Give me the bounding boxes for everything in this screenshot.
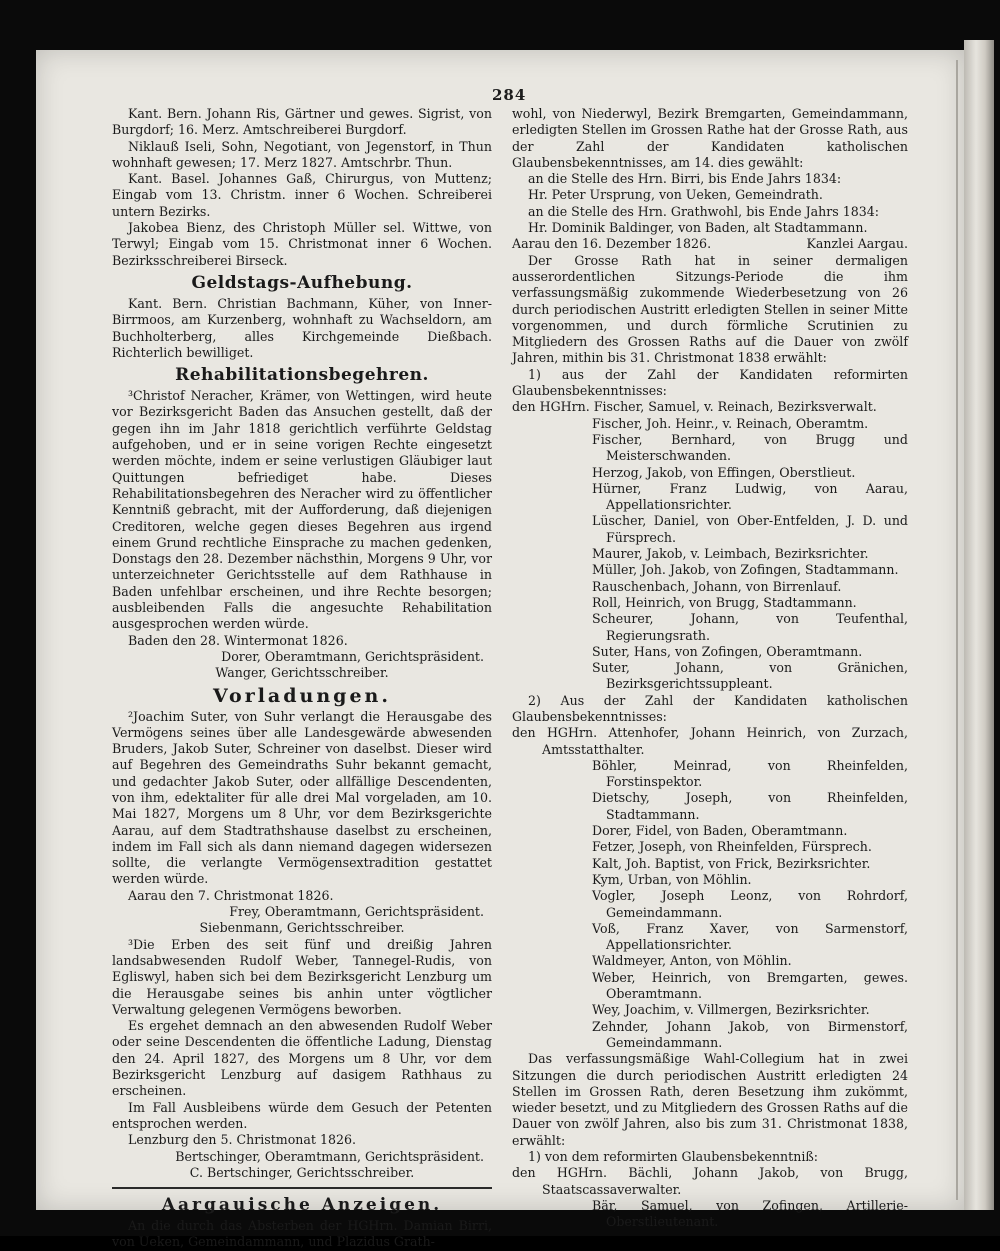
dateline-aarau: Aarau den 16. Dezember 1826.	[512, 236, 712, 252]
list-item: Roll, Heinrich, von Brugg, Stadtammann.	[592, 594, 857, 610]
heading-aargauische-anzeigen: Aargauische Anzeigen.	[161, 1195, 443, 1216]
list-item: den HGHrn. Attenhofer, Johann Heinrich, von Zurzach, Amtsstatthalter.	[512, 725, 908, 757]
notice-grosser-rath: Der Grosse Rath hat in seiner dermaligen ausserordentlichen Sitzungs-Periode die ihm verfassungsmäßig zukommende Wiederbesetzung von 26 durch periodischen Austritt erledigten Stellen in seiner Mitte vorgenommen, und durch förmliche Scrutinien zu Mitgliedern des Grossen Raths auf die Dauer von zwölf Jahren, mithin bis 31. Christmonat 1838 erwählt:	[512, 252, 908, 366]
list-item: Kalt, Joh. Baptist, von Frick, Bezirksrichter.	[592, 855, 871, 871]
wahl-ursprung: Hr. Peter Ursprung, von Ueken, Gemeindrath.	[528, 187, 823, 203]
notice-neracher: ³Christof Neracher, Krämer, von Wettingen, wird heute vor Bezirksgericht Baden das Ansuchen gestellt, daß der gegen ihn im Jahr 1818 gerichtlich verführte Geldstag aufgehoben, und er in seine vorigen Rechte eingesetzt werden möchte, indem er seine verlustigen Gläubiger laut Quittungen befriediget habe. Dieses Rehabilitationsbegehren des Neracher wird zu öffentlicher Kenntniß gebracht, mit der Aufforderung, daß diejenigen Creditoren, welche gegen dieses Begehren aus irgend einem Grund rechtliche Einsprache zu machen gedenken, Donstags den 28. Dezember nächsthin, Morgens 9 Uhr, vor unterzeichneter Gerichtsstelle auf dem Rathhause in Baden unfehlbar erscheinen, und ihre Rechte besorgen; ausbleibenden Falls die angesuchte Rehabilitation ausgesprochen werden würde.	[112, 388, 492, 632]
notice-birri-grathwohl: An die durch das Absterben der HGHrn. Damian Birri, von Ueken, Gemeindammann, und Plazidus Grath-	[112, 1218, 492, 1250]
notice-weber-date: Lenzburg den 5. Christmonat 1826.	[128, 1132, 357, 1148]
left-column	[112, 106, 492, 1251]
heading-rehabilitationsbegehren: Rehabilitationsbegehren.	[175, 365, 429, 386]
list-item: Lüscher, Daniel, von Ober-Entfelden, J. D. und Fürsprech.	[592, 513, 908, 545]
wahl-baldinger: Hr. Dominik Baldinger, von Baden, alt Stadtammann.	[528, 220, 868, 236]
list-item: Vogler, Joseph Leonz, von Rohrdorf, Gemeindammann.	[592, 888, 908, 920]
list-item: Fischer, Bernhard, von Brugg und Meisterschwanden.	[592, 431, 908, 464]
section-reformirt: 1) aus der Zahl der Kandidaten reformirten Glaubensbekenntnisses:	[512, 366, 908, 399]
notice-iseli: Niklauß Iseli, Sohn, Negotiant, von Jegenstorf, in Thun wohnhaft gewesen; 17. Merz 1827. Amtschrbr. Thun.	[112, 138, 492, 170]
list-reformirt	[512, 399, 908, 692]
list-wahl-reformirt	[512, 1165, 908, 1230]
list-item: Bär, Samuel, von Zofingen, Artillerie-Oberstlieutenant.	[592, 1197, 908, 1230]
list-item: Hürner, Franz Ludwig, von Aarau, Appellationsrichter.	[592, 480, 908, 513]
wahl-stelle-grathwohl: an die Stelle des Hrn. Grathwohl, bis Ende Jahrs 1834:	[528, 203, 880, 219]
signature-frey: Frey, Oberamtmann, Gerichtspräsident.	[229, 904, 484, 920]
section-katholisch: 2) Aus der Zahl der Kandidaten katholischen Glaubensbekenntnisses:	[512, 692, 908, 724]
notice-bienz: Jakobea Bienz, des Christoph Müller sel. Wittwe, von Terwyl; Eingab vom 15. Christmonat inner 6 Wochen. Bezirksschreiberei Birseck.	[112, 220, 492, 268]
list-item: Voß, Franz Xaver, von Sarmenstorf, Appellationsrichter.	[592, 920, 908, 953]
notice-weber-ausbleiben: Im Fall Ausbleibens würde dem Gesuch der Petenten entsprochen werden.	[112, 1099, 492, 1131]
notice-weber-ladung: Es ergehet demnach an den abwesenden Rudolf Weber oder seine Descendenten die öffentliche Ladung, Dienstag den 24. April 1827, des Morgens um 8 Uhr, vor dem Bezirksgericht Lenzburg auf dasigem Rathhaus zu erscheinen.	[112, 1018, 492, 1099]
section-wahl-reformirt: 1) von dem reformirten Glaubensbekenntniß:	[528, 1149, 819, 1164]
list-item: Waldmeyer, Anton, von Möhlin.	[592, 953, 792, 969]
list-item: Fischer, Joh. Heinr., v. Reinach, Oberamtm.	[592, 415, 869, 431]
list-item: Maurer, Jakob, v. Leimbach, Bezirksrichter.	[592, 546, 869, 562]
notice-wahl-continued: wohl, von Niederwyl, Bezirk Bremgarten, Gemeindammann, erledigten Stellen im Grossen Rathe hat der Grosse Rath, aus der Zahl der Kandidaten katholischen Glaubensbekenntnisses, am 14. dies gewählt:	[512, 106, 908, 170]
heading-vorladungen: Vorladungen.	[213, 684, 391, 707]
page-number: 284	[492, 86, 527, 104]
signature-dorer: Dorer, Oberamtmann, Gerichtspräsident.	[221, 648, 484, 664]
dateline-row	[512, 236, 908, 252]
notice-bern-ris: Kant. Bern. Johann Ris, Gärtner und gewes. Sigrist, von Burgdorf; 16. Merz. Amtschreiberei Burgdorf.	[112, 106, 492, 138]
list-item: Wey, Joachim, v. Villmergen, Bezirksrichter.	[592, 1002, 870, 1018]
signature-bertschinger: Bertschinger, Oberamtmann, Gerichtspräsident.	[175, 1148, 484, 1164]
kanzlei-aargau: Kanzlei Aargau.	[806, 236, 908, 252]
signature-siebenmann: Siebenmann, Gerichtsschreiber.	[199, 920, 405, 936]
notice-suter-date: Aarau den 7. Christmonat 1826.	[128, 887, 334, 903]
list-item: Herzog, Jakob, von Effingen, Oberstlieut.	[592, 464, 856, 480]
right-column	[512, 106, 908, 1230]
notice-bachmann: Kant. Bern. Christian Bachmann, Küher, von Inner-Birrmoos, am Kurzenberg, wohnhaft zu Wachseldorn, am Buchholterberg, alles Kirchgemeinde Dießbach. Richterlich bewilliget.	[112, 295, 492, 360]
list-item: Zehnder, Johann Jakob, von Birmenstorf, Gemeindammann.	[592, 1018, 908, 1050]
page-fold-line	[956, 60, 958, 1200]
list-item: den HGHrn. Fischer, Samuel, v. Reinach, Bezirksverwalt.	[512, 399, 877, 415]
list-item: Dorer, Fidel, von Baden, Oberamtmann.	[592, 823, 848, 839]
notice-basel-gass: Kant. Basel. Johannes Gaß, Chirurgus, von Muttenz; Eingab vom 13. Christm. inner 6 Wochen. Schreiberei untern Bezirks.	[112, 171, 492, 219]
notice-suter: ²Joachim Suter, von Suhr verlangt die Herausgabe des Vermögens seines über alle Landesgewärde abwesenden Bruders, Jakob Suter, Schreiner von daselbst. Dieser wird auf Begehren des Gemeindraths Suhr bekannt gemacht, und gedachter Jakob Suter, oder allfällige Descendenten, von ihm, edektaliter für alle drei Mal vorgeladen, am 10. Mai 1827, Morgens um 8 Uhr, vor dem Bezirksgerichte Aarau, auf dem Stadtrathshause daselbst zu erscheinen, indem im Fall sich als dann niemand dagegen widersezen sollte, die verlangte Vermögensextradition gestattet werden würde.	[112, 708, 492, 887]
list-item: Kym, Urban, von Möhlin.	[592, 871, 752, 887]
section-divider	[112, 1187, 492, 1189]
list-item: Fetzer, Joseph, von Rheinfelden, Fürsprech.	[592, 839, 872, 855]
list-item: den HGHrn. Bächli, Johann Jakob, von Brugg, Staatscassaverwalter.	[512, 1165, 908, 1197]
signature-wanger: Wanger, Gerichtsschreiber.	[215, 665, 389, 681]
notice-neracher-date: Baden den 28. Wintermonat 1826.	[128, 632, 348, 648]
list-item: Suter, Hans, von Zofingen, Oberamtmann.	[592, 643, 863, 659]
wahl-stelle-birri: an die Stelle des Hrn. Birri, bis Ende Jahrs 1834:	[528, 171, 842, 187]
notice-wahl-collegium: Das verfassungsmäßige Wahl-Collegium hat in zwei Sitzungen die durch periodischen Austritt erledigten 24 Stellen im Grossen Rath, deren Besetzung ihm zukömmt, wieder besetzt, und zu Mitgliedern des Grossen Raths auf die Dauer von zwölf Jahren, also bis zum 31. Christmonat 1838, erwählt:	[512, 1051, 908, 1148]
list-item: Scheurer, Johann, von Teufenthal, Regierungsrath.	[592, 611, 908, 643]
list-katholisch	[512, 725, 908, 1051]
heading-geldstags-aufhebung: Geldstags-Aufhebung.	[191, 272, 413, 293]
list-item: Weber, Heinrich, von Bremgarten, gewes. Oberamtmann.	[592, 969, 908, 1002]
adjacent-page-edge	[964, 40, 994, 1210]
list-item: Suter, Johann, von Gränichen, Bezirksgerichtssuppleant.	[592, 660, 908, 692]
signature-c-bertschinger: C. Bertschinger, Gerichtsschreiber.	[189, 1164, 415, 1180]
notice-weber: ³Die Erben des seit fünf und dreißig Jahren landsabwesenden Rudolf Weber, Tannegel-Rudis, von Egliswyl, haben sich bei dem Bezirksgericht Lenzburg um die Herausgabe seines bis anhin unter vögtlicher Verwaltung gelegenen Vermögens beworben.	[112, 936, 492, 1017]
list-item: Böhler, Meinrad, von Rheinfelden, Forstinspektor.	[592, 757, 908, 790]
list-item: Rauschenbach, Johann, von Birrenlauf.	[592, 578, 842, 594]
list-item: Müller, Joh. Jakob, von Zofingen, Stadtammann.	[592, 562, 899, 578]
list-item: Dietschy, Joseph, von Rheinfelden, Stadtammann.	[592, 790, 908, 822]
